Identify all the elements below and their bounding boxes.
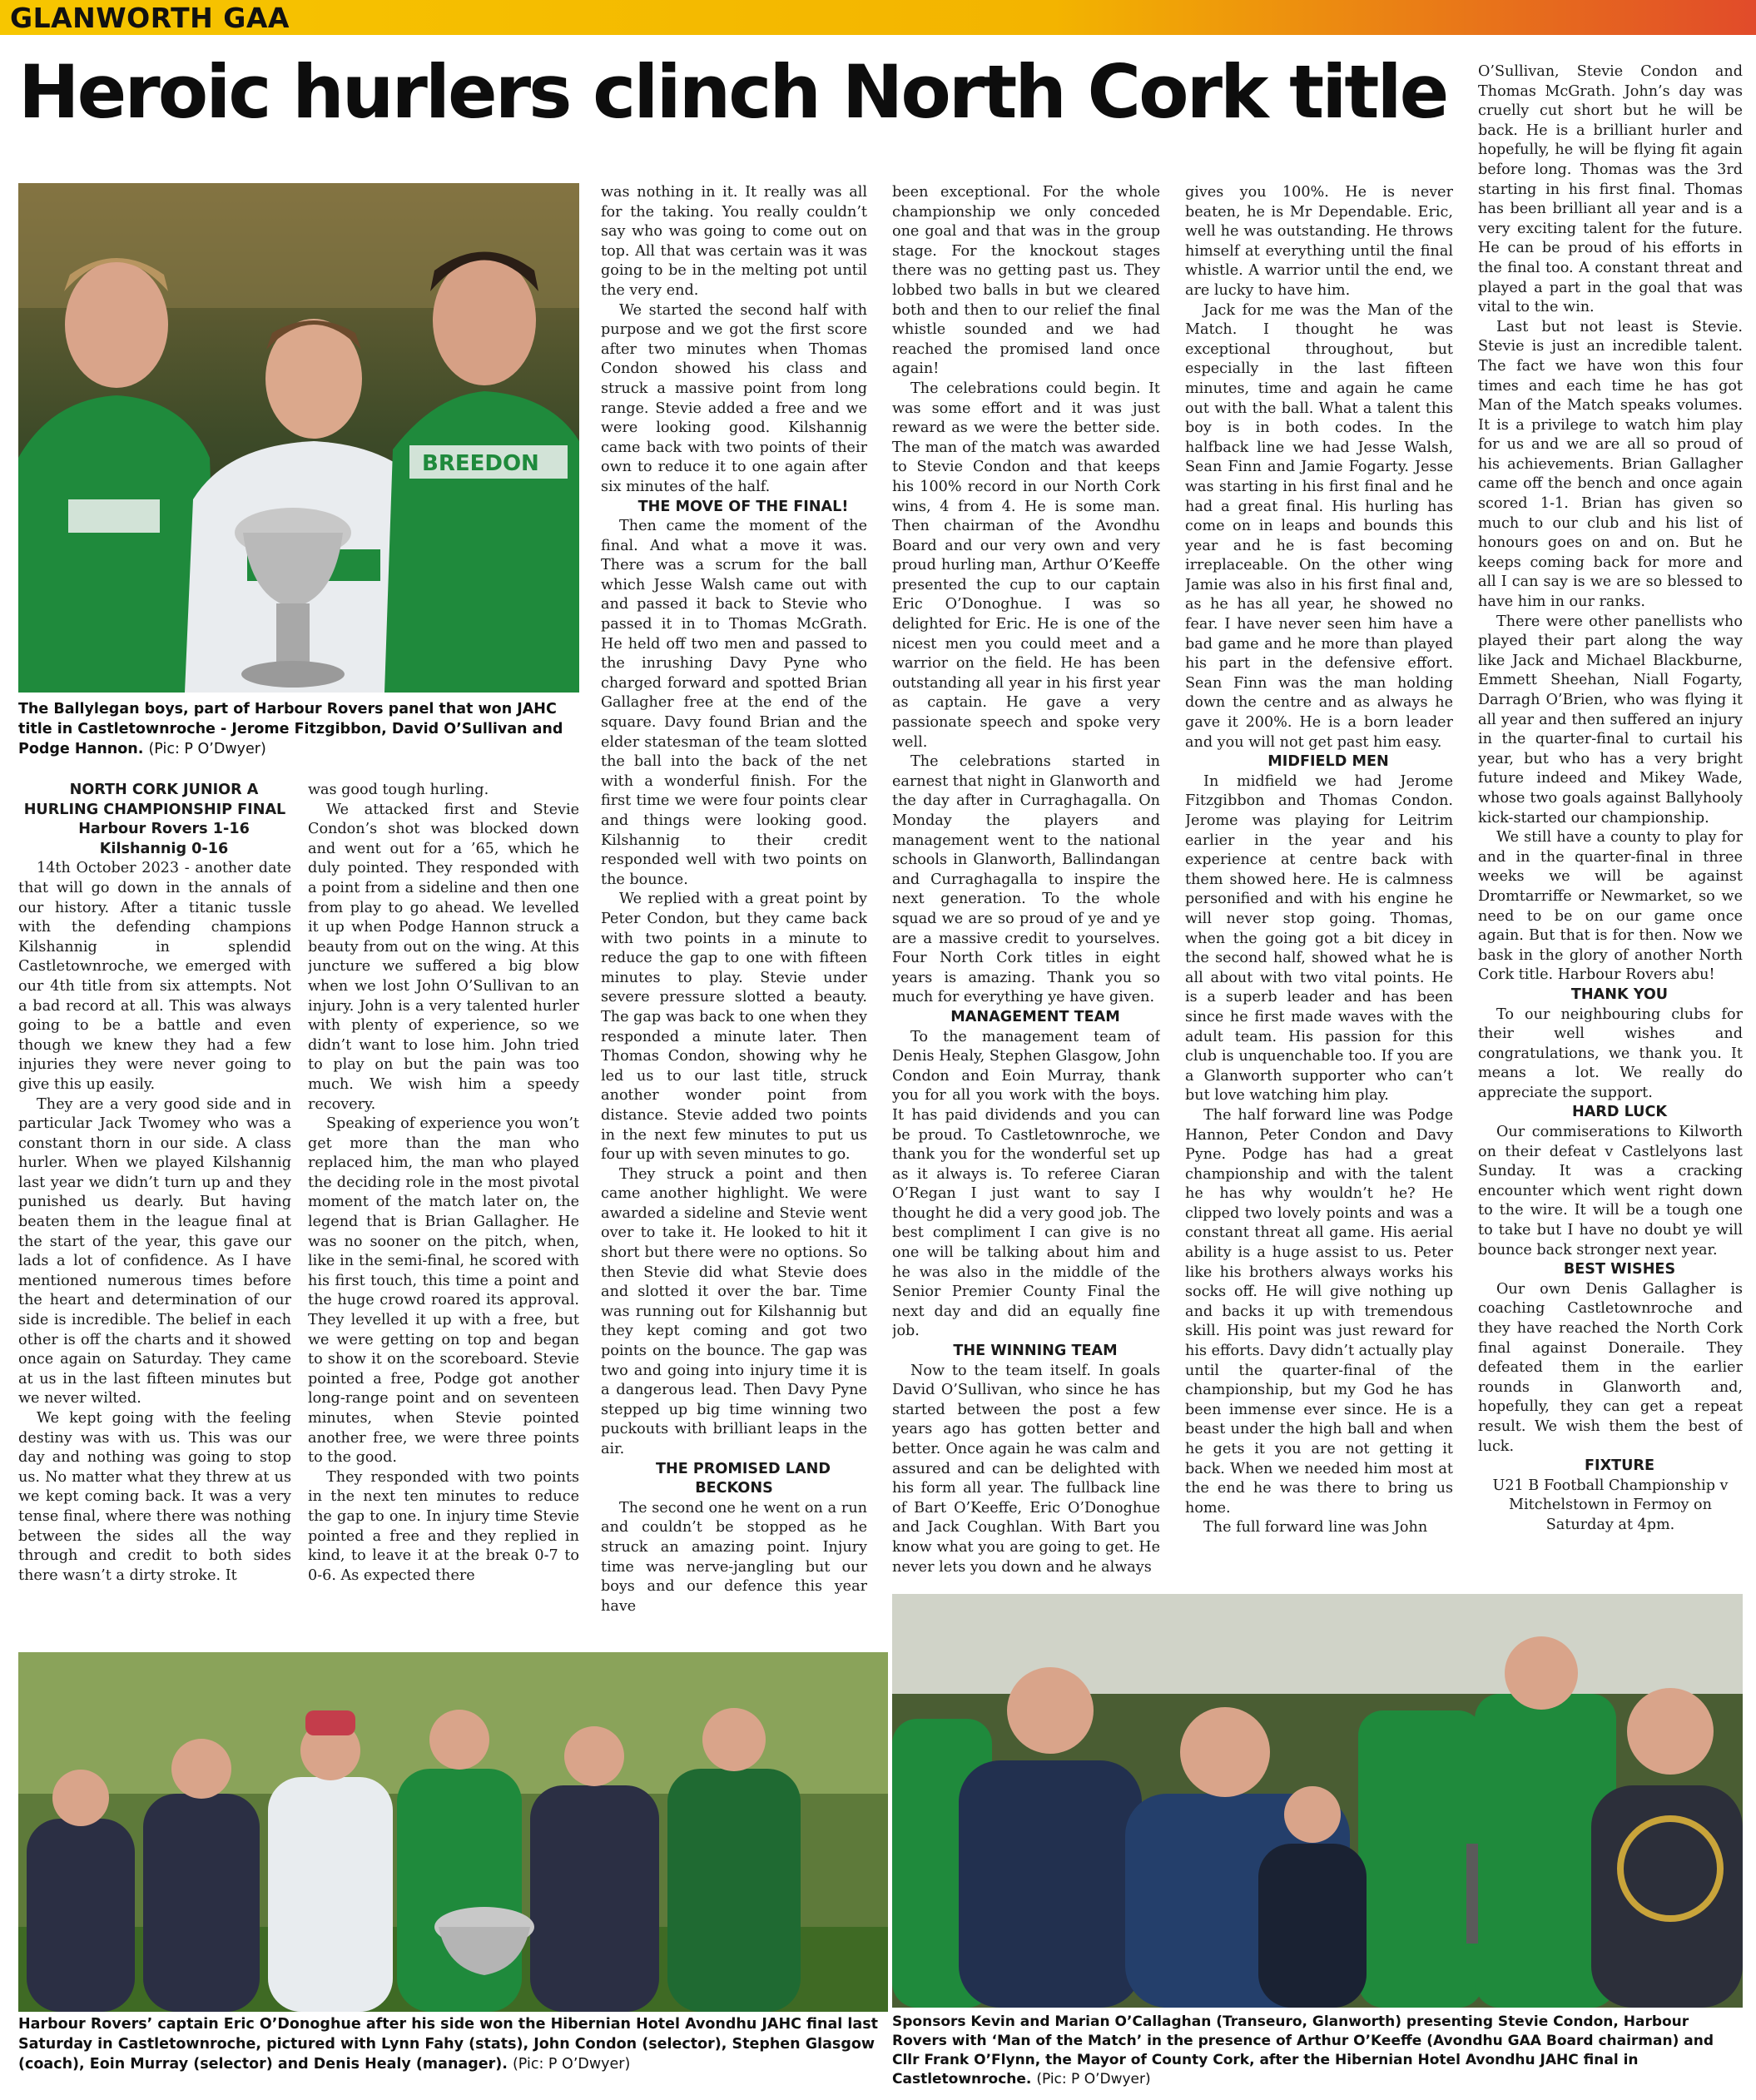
result-line-1: Harbour Rovers 1-16 <box>78 821 250 838</box>
paragraph: To our neighbouring clubs for their well wishes and congratulations, we thank you. It means a lot. We really do appreciate the support. <box>1478 1005 1743 1101</box>
paragraph: The second one he went on a run and couldn’t be stopped as he struck an amazing point. Injury time was nerve-jangling but our boys and our defence this year have <box>601 1499 867 1613</box>
paragraph: been exceptional. For the whole championship we only conceded one goal and that was in the group stage. For the knockout stages there was no getting past us. They lobbed two balls in but we cleared both and then to our relief the final whistle sounded and we had reached the promised land once again! <box>892 184 1160 378</box>
paragraph: The celebrations could begin. It was some effort and it was just reward as we were the better side. The man of the match was awarded to Stevie Condon and that keeps his 100% record in our North Cork wins, 4 from 4. He is some man. Then chairman of the Avondhu Board and our very own and very proud hurling man, Arthur O’Keeffe presented the cup to our captain Eric O’Donoghue. I was so delighted for Eric. He is one of the nicest men you could meet and a warrior on the field. He has been outstanding all year in his first year as captain. He gave a very passionate speech and spoke very well. <box>892 380 1160 751</box>
jersey-text: BREEDON <box>422 451 539 476</box>
bottom-right-caption-text: Sponsors Kevin and Marian O’Callaghan (Transeuro, Glanworth) presenting Stevie Condon, Harbour Rovers with ‘Man of the Match’ in the presence of Arthur O’Keeffe (Avondhu GAA Board chairman) and Cllr Frank O’Flynn, the Mayor of County Cork, after the Hibernian Hotel Avondhu JAHC final in Castletownroche. <box>892 2013 1714 2088</box>
subheading: HARD LUCK <box>1571 1104 1668 1121</box>
paragraph: gives you 100%. He is never beaten, he is Mr Dependable. Eric, well he was outstanding. He throws himself at everything until the final whistle. A warrior until the end, we are lucky to have him. <box>1185 184 1453 299</box>
paragraph: There were other panellists who played their part along the way like Jack and Michael Blackburne, Emmett Sheehan, Niall Fogarty, Darragh O’Brien, who was flying it all year and then suffered an injury in the quarter-final to curtail his year, but who has a very bright future indeed and Mikey Wade, whose two goals against Ballyhooly kick-started our championship. <box>1478 613 1743 827</box>
team-officials-group-illustration <box>18 1652 888 2012</box>
bottom-left-caption-text: Harbour Rovers’ captain Eric O’Donoghue after his side won the Hibernian Hotel Avondhu JAHC final last Saturday in Castletownroche, pictured with Lynn Fahy (stats), John Condon (selector), Stephen Glasgow (coach), Eoin Murray (selector) and Denis Healy (manager). <box>18 2016 878 2073</box>
top-caption-text: The Ballylegan boys, part of Harbour Rovers panel that won JAHC title in Castletownroche - Jerome Fitzgibbon, David O’Sullivan and Podge Hannon. <box>18 701 563 757</box>
article-column-2 <box>308 781 579 1613</box>
paragraph: We attacked first and Stevie Condon’s shot was blocked down and went out for a ’65, which he duly pointed. They responded with a point from a sideline and then one from play to go ahead. We levelled it up when Podge Hannon struck a beauty from out on the wing. At this juncture we suffered a big blow when we lost John O’Sullivan to an injury. John is a very talented hurler with plenty of experience, so we didn’t want to lose him. John tried to play on but the pain was too much. We wish him a speedy recovery. <box>308 801 579 1113</box>
section-label: GLANWORTH GAA <box>10 2 290 34</box>
paragraph: Our commiserations to Kilworth on their defeat v Castlelyons last Sunday. It was a cracking encounter which went right down to the wire. It will be a tough one to take but I have no doubt ye will bounce back stronger next year. <box>1478 1124 1743 1259</box>
article-column-6 <box>1478 62 1743 1594</box>
paragraph: Speaking of experience you won’t get more than the man who replaced him, the man who played the deciding role in the most pivotal moment of the match later on, the legend that is Brian Gallagher. He was no sooner on the pitch, when, like in the semi-final, he scored with his first touch, this time a point and the huge crowd roared its approval. They levelled it up with a free, but we were getting on top and began to show it on the scoreboard. Stevie pointed a free, Podge got another long-range point and on seventeen minutes, when Stevie pointed another free, we were three points to the good. <box>308 1115 579 1467</box>
paragraph: We replied with a great point by Peter Condon, but they came back with two points in a minute to reduce the gap to one with fifteen minutes to play. Stevie under severe pressure slotted a beauty. The gap was back to one when they responded a minute later. Then Thomas Condon, showing why he led us to our last title, struck another wonder point from distance. Stevie added two points in the next few minutes to put us four up with seven minutes to go. <box>601 891 867 1164</box>
top-photo <box>18 183 579 693</box>
paragraph: We started the second half with purpose and we got the first score after two minutes when Thomas Condon showed his class and struck a massive point from long range. Stevie added a free and we were looking good. Kilshannig came back with two points of their own to reduce it to one again after six minutes of the half. <box>601 301 867 495</box>
paragraph: 14th October 2023 - another date that will go down in the annals of our history. After a titanic tussle with the defending champions Kilshannig in splendid Castletownroche, we emerged with our 4th title from six attempts. Not a bad record at all. This was always going to be a battle and even though we knew they had a few injuries they were never going to give this up easily. <box>18 860 291 1093</box>
paragraph: The celebrations started in earnest that night in Glanworth and the day after in Curraghagalla. On Monday the players and management went to the national schools in Glanworth, Ballindangan and Curraghagalla to inspire the next generation. To the whole squad we are so proud of ye and ye are a massive credit to yourselves. Four North Cork titles in eight years is amazing. Thank you so much for everything ye have given. <box>892 753 1160 1006</box>
subheading: THE MOVE OF THE FINAL! <box>637 498 849 515</box>
paragraph: Now to the team itself. In goals David O’Sullivan, who since he has started between the post a few years ago has gotten better and better. Once again he was calm and assured and can be delighted with his form all year. The fullback line of Bart O’Keeffe, Eric O’Donoghue and Jack Coughlan. With Bart you know what you are going to get. He never lets you down and he always <box>892 1362 1160 1576</box>
man-of-the-match-presentation-illustration <box>892 1594 1743 2008</box>
bottom-right-caption-credit: (Pic: P O’Dwyer) <box>1036 2071 1151 2088</box>
article-column-1 <box>18 781 291 1613</box>
paragraph: We kept going with the feeling destiny was with us. This was our day and nothing was going to stop us. No matter what they threw at us we kept coming back. It was a very tense final, where there was nothing between the sides all the way through and credit to both sides there wasn’t a dirty stroke. It <box>18 1410 291 1584</box>
article-column-4 <box>892 183 1160 1593</box>
bottom-left-photo <box>18 1652 888 2012</box>
bottom-left-caption <box>18 2014 888 2074</box>
paragraph: was good tough hurling. <box>308 782 489 798</box>
paragraph: O’Sullivan, Stevie Condon and Thomas McGrath. John’s day was cruelly cut short but he will be back. He is a brilliant hurler and hopefully, he will be flying fit again before long. Thomas was the 3rd starting in his first final. Thomas has been brilliant all year and is a very exciting talent for the future. He can be proud of his efforts in the final too. A constant threat and played a part in the goal that was vital to the win. <box>1478 63 1743 316</box>
subheading: THE WINNING TEAM <box>953 1343 1118 1360</box>
subheading: MANAGEMENT TEAM <box>950 1008 1120 1025</box>
subheading: THANK YOU <box>1570 985 1669 1003</box>
paragraph: The half forward line was Podge Hannon, Peter Condon and Davy Pyne. Podge has had a great championship and with the talent he has why wouldn’t he? He clipped two lovely points and was a constant threat all game. His aerial ability is a huge assist to us. Peter like his brothers always works his socks off. He will give nothing up and backs it up with tremendous skill. His point was just reward for his efforts. Davy didn’t actually play until the quarter-final of the championship, but my God he has been immense ever since. He is a beast under the high ball and when he gets it you are not getting it back. When we needed him most at the end he was there to bring us home. <box>1185 1106 1453 1517</box>
paragraph: Jack for me was the Man of the Match. I thought he was exceptional throughout, but especially in the last fifteen minutes, time and again he came out with the ball. What a talent this boy is in both codes. In the halfback line we had Jesse Walsh, Sean Finn and Jamie Fogarty. Jesse was starting in his first final and he had a great final. His hurling has come on in leaps and bounds this year and he is fast becoming irreplaceable. On the other wing Jamie was also in his first final and, as he has all year, he showed no fear. I have never seen him have a bad game and he more than played his part in the defensive effort. Sean Finn was the man holding down the centre and as always he gave it 200%. He is a born leader and you will not get past him easy. <box>1185 301 1453 751</box>
paragraph: They struck a point and then came another highlight. We were awarded a sideline and Stevie went over to take it. He looked to hit it short but there were no options. So then Stevie did what Stevie does and slotted it over the bar. Time was running out for Kilshannig but they kept coming and got two points on the bounce. The gap was two and going into injury time it is a dangerous lead. Then Davy Pyne stepped up big time winning two puckouts with brilliant leaps in the air. <box>601 1165 867 1457</box>
paragraph: was nothing in it. It really was all for the taking. You really couldn’t say who was going to come out on top. All that was certain was it was going to be in the melting pot until the very end. <box>601 184 867 299</box>
paragraph: We still have a county to play for and in the quarter-final in three weeks we will be against Dromtarriffe or Newmarket, so we need to be on our game once again. But that is for then. Now we bask in the glory of another North Cork title. Harbour Rovers abu! <box>1478 829 1743 984</box>
paragraph: They are a very good side and in particular Jack Twomey who was a constant thorn in our side. A class hurler. When we played Kilshannig last year we didn’t turn up and they punished us dearly. But having beaten them in the league final at the start of the year, this gave our lads a lot of confidence. As I have mentioned numerous times before the heart and determination of our side is incredible. The belief in each other is off the charts and it showed once again on Saturday. They came at us in the last fifteen minutes but we never wilted. <box>18 1095 291 1407</box>
paragraph: Then came the moment of the final. And what a move it was. There was a scrum for the ball which Jesse Walsh came out with and passed it back to Stevie who passed it in to Thomas McGrath. He held off two men and passed to the inrushing Davy Pyne who charged forward and spotted Brian Gallagher free at the end of the square. Davy found Brian and the elder statesman of the team slotted the ball into the back of the net with a wonderful finish. For the first time we were four points clear and things were looking good. Kilshannig to their credit responded well with two points on the bounce. <box>601 518 867 888</box>
paragraph: They responded with two points in the next ten minutes to reduce the gap to one. In injury time Stevie pointed a free and they replied in kind, to leave it at the break 0-7 to 0-6. As expected there <box>308 1468 579 1584</box>
headline: Heroic hurlers clinch North Cork title <box>18 49 1447 135</box>
paragraph: To the management team of Denis Healy, Stephen Glasgow, John Condon and Eoin Murray, thank you for all you work with the boys. It has paid dividends and you can be proud. To Castletownroche, we thank you for the wonderful set up as it always is. To referee Ciaran O’Regan I just want to say I thought he did a very good job. The best compliment I can give is no one will be talking about him and he was also in the middle of the Senior Premier County Final the next day and did an equally fine job. <box>892 1028 1160 1340</box>
article-column-3 <box>601 183 867 1613</box>
paragraph: U21 B Football Championship v Mitchelstown in Fermoy on Saturday at 4pm. <box>1492 1477 1729 1533</box>
top-caption-credit: (Pic: P O’Dwyer) <box>148 741 266 757</box>
subheading: BEST WISHES <box>1563 1261 1676 1278</box>
subheading: THE PROMISED LAND BECKONS <box>656 1460 831 1497</box>
paragraph: In midfield we had Jerome Fitzgibbon and Thomas Condon. Jerome was playing for Leitrim earlier in the year and his experience at centre back with them showed here. He is calmness personified and with his engine he will never stop going. Thomas, when the going got a bit dicey in the second half, showed what he is all about with two vital points. He is a superb leader and has been since he first made waves with the adult team. His passion for this club is unquenchable too. If you are a Glanworth supporter who can’t but love watching him play. <box>1185 772 1453 1105</box>
subheading: FIXTURE <box>1585 1457 1654 1475</box>
three-players-trophy-illustration <box>18 183 579 693</box>
bottom-left-caption-credit: (Pic: P O’Dwyer) <box>512 2056 631 2073</box>
match-heading: NORTH CORK JUNIOR A HURLING CHAMPIONSHIP FINAL <box>23 782 286 818</box>
top-photo-caption <box>18 699 579 759</box>
bottom-right-photo <box>892 1594 1743 2008</box>
paragraph: The full forward line was John <box>1203 1519 1428 1537</box>
result-line-2: Kilshannig 0-16 <box>99 840 229 857</box>
article-column-5 <box>1185 183 1453 1593</box>
paragraph: Last but not least is Stevie. Stevie is just an incredible talent. The fact we have won this four times and each time he has got Man of the Match speaks volumes. It is a privilege to watch him play for us and we are all so proud of his achievements. Brian Gallagher came off the bench and once again scored 1-1. Brian has given so much to our club and his list of honours goes on and on. But he keeps coming back for more and all I can say is we are so blessed to have him in our ranks. <box>1478 318 1743 611</box>
subheading: MIDFIELD MEN <box>1267 753 1389 771</box>
bottom-right-caption <box>892 2013 1743 2089</box>
paragraph: Our own Denis Gallagher is coaching Castletownroche and they have reached the North Cork final against Doneraile. They defeated them in the earlier rounds in Glanworth and, hopefully, they can get a repeat result. We wish them the best of luck. <box>1478 1280 1743 1455</box>
